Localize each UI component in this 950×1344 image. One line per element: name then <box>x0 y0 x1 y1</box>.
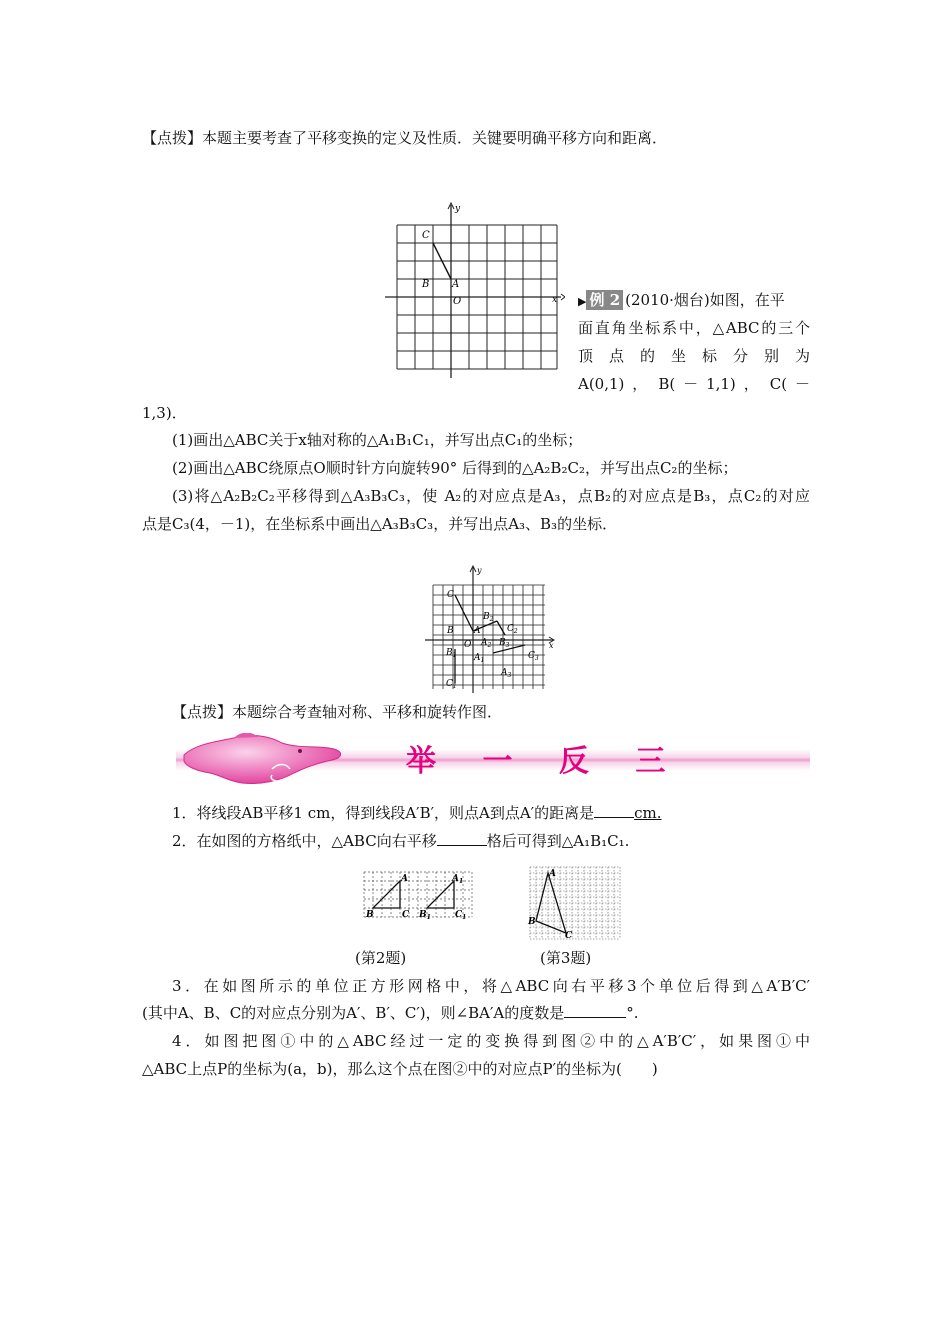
fig1-label-b: B <box>422 279 430 290</box>
figure-example2-grid <box>385 200 565 378</box>
fig2-label-a2: $A_2$ <box>481 638 492 649</box>
fig3-label-a: A <box>401 874 408 884</box>
example2-line1 <box>578 290 785 312</box>
dolphin-logo-icon <box>184 733 341 784</box>
fig4-label-b: B <box>528 917 536 927</box>
fig3-label-c1: $C_1$ <box>455 910 467 921</box>
example2-source: (2010·烟台) <box>625 291 710 309</box>
fig2-x-label: x <box>549 641 554 650</box>
exercise-3b <box>142 1003 639 1023</box>
fig1-label-a: A <box>452 279 460 290</box>
figure-exercise-2 <box>362 869 474 923</box>
example2-line4: A(0,1) ， B( － 1,1) ， C( － <box>578 375 810 393</box>
note-hint-1: 【点拨】本题主要考查了平移变换的定义及性质．关键要明确平移方向和距离． <box>142 129 668 147</box>
exercise-2-blank[interactable] <box>437 831 487 846</box>
fig1-label-o: O <box>453 296 462 307</box>
fig2-label-b: B <box>447 626 454 636</box>
exercise-1-unit: cm. <box>634 804 662 822</box>
fig3-label-a1: $A_1$ <box>452 874 464 885</box>
figure-exercise-3 <box>527 864 623 942</box>
fig4-label-c: C <box>565 931 573 941</box>
fig2-label-a: A <box>474 626 481 636</box>
banner-practice <box>176 733 810 787</box>
exercise-1-blank[interactable] <box>594 803 634 818</box>
exercise-3-text: (其中A、B、C的对应点分别为A′、B′、C′)，则∠BA′A的度数是 <box>142 1004 565 1022</box>
exercise-2 <box>172 831 629 851</box>
exercise-1-text: 1．将线段AB平移1 cm，得到线段A′B′，则点A到点A′的距离是 <box>172 804 595 822</box>
caption-figure-2: (第2题) <box>355 949 407 967</box>
fig2-label-b1: $B_1$ <box>446 648 457 659</box>
exercise-3-blank[interactable] <box>564 1003 626 1018</box>
note-hint-2: 【点拨】本题综合考查轴对称、平移和旋转作图． <box>172 703 503 721</box>
fig4-label-a: A <box>549 869 556 879</box>
exercise-1 <box>172 803 661 823</box>
fig2-label-c1: $C_1$ <box>446 679 457 690</box>
fig2-label-c2: $C_2$ <box>507 624 518 635</box>
example-arrow-icon: ▶ <box>578 295 587 308</box>
exercise-2-text-end: 格后可得到△A₁B₁C₁. <box>486 832 630 850</box>
example2-line3: 顶 点 的 坐 标 分 别 为 <box>578 347 810 365</box>
example2-line5: 1,3)． <box>142 404 187 422</box>
fig2-label-b2: $B_2$ <box>483 612 494 623</box>
fig3-label-b1: $B_1$ <box>419 910 431 921</box>
fig1-x-label: x <box>552 295 558 305</box>
exercise-3a: 3．在如图所示的单位正方形网格中，将△ABC向右平移3个单位后得到△A′B′C′ <box>172 977 810 995</box>
fig2-label-a3: $A_3$ <box>501 668 512 679</box>
fig2-label-o: O <box>464 640 472 650</box>
fig2-label-a1: $A_1$ <box>474 653 485 664</box>
exercise-4b: △ABC上点P的坐标为(a，b)，那么这个点在图②中的对应点P′的坐标为( ) <box>142 1060 658 1078</box>
fig3-label-b: B <box>366 910 374 920</box>
fig2-label-b3: $B_3$ <box>499 638 510 649</box>
fig2-label-c: C <box>447 590 454 600</box>
example2-question1: (1)画出△ABC关于x轴对称的△A₁B₁C₁，并写出点C₁的坐标； <box>172 431 583 449</box>
example2-question2: (2)画出△ABC绕原点O顺时针方向旋转90° 后得到的△A₂B₂C₂，并写出点C₂的坐标； <box>172 459 738 477</box>
fig1-label-c: C <box>422 230 430 241</box>
example2-question3a: (3)将△A₂B₂C₂平移得到△A₃B₃C₃，使 A₂的对应点是A₃，点B₂的对应点是B₃，点C₂的对应 <box>172 487 810 505</box>
banner-title: 举 一 反 三 <box>406 744 684 779</box>
fig1-y-label: y <box>455 204 461 214</box>
exercise-4a: 4．如图把图①中的△ABC经过一定的变换得到图②中的△A′B′C′，如果图①中 <box>172 1032 810 1050</box>
example-badge: 例 2 <box>586 290 623 310</box>
example2-question3b: 点是C₃(4，－1)，在坐标系中画出△A₃B₃C₃，并写出点A₃、B₃的坐标． <box>142 515 618 533</box>
example2-text1: 如图，在平 <box>709 291 785 309</box>
fig2-y-label: y <box>477 566 482 575</box>
caption-figure-3: (第3题) <box>540 949 592 967</box>
exercise-3-unit: °. <box>626 1004 639 1022</box>
fig3-label-c: C <box>402 910 410 920</box>
exercise-2-text: 2．在如图的方格纸中，△ABC向右平移 <box>172 832 437 850</box>
figure-example2-solution <box>425 565 560 695</box>
example2-line2: 面直角坐标系中，△ABC的三个 <box>578 319 810 337</box>
fig2-label-c3: $C_3$ <box>528 651 539 662</box>
